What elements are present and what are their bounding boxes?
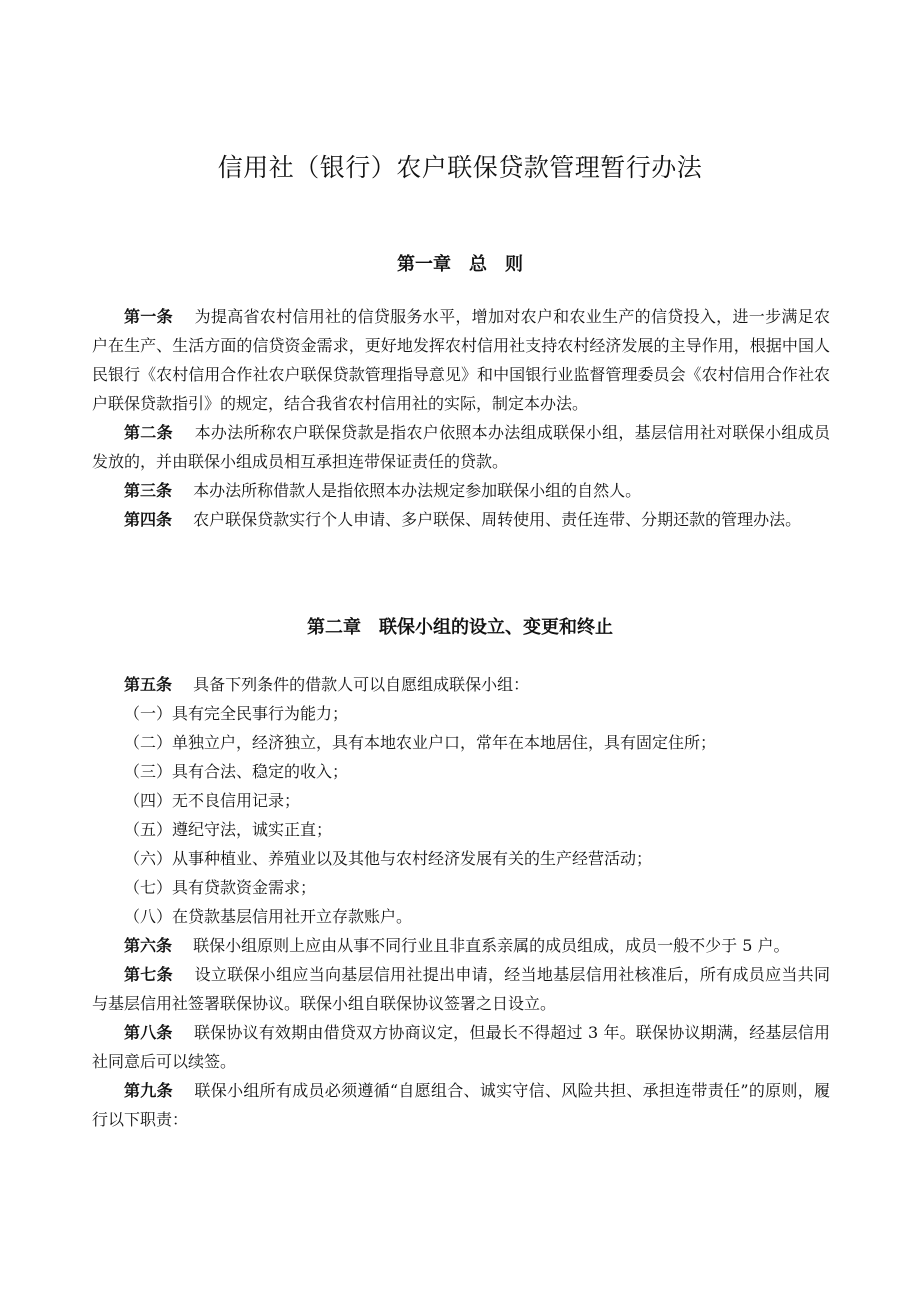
condition-item: （二）单独立户，经济独立，具有本地农业户口，常年在本地居住，具有固定住所； [124, 733, 717, 752]
document-title: 信用社（银行）农户联保贷款管理暂行办法 [217, 153, 703, 182]
article-number: 第一条 [124, 307, 173, 326]
article-number: 第九条 [124, 1081, 173, 1100]
article-text: 本办法所称农户联保贷款是指农户依照本办法组成联保小组，基层信用社对联保小组成员发放的，并由联保小组成员相互承担连带保证责任的贷款。 [92, 423, 830, 471]
article-1 [92, 302, 830, 418]
article-text: 联保协议有效期由借贷双方协商议定，但最长不得超过 3 年。联保协议期满，经基层信用社同意后可以续签。 [92, 1023, 830, 1071]
chapter-1-body [92, 302, 830, 534]
article-number: 第五条 [124, 675, 173, 694]
condition-item: （七）具有贷款资金需求； [124, 878, 317, 897]
article-text: 具备下列条件的借款人可以自愿组成联保小组： [193, 675, 530, 694]
chapter-1-heading: 第一章 总 则 [397, 254, 523, 275]
condition-item: （三）具有合法、稳定的收入； [124, 762, 349, 781]
article-number: 第二条 [124, 423, 173, 442]
article-number: 第三条 [124, 481, 173, 500]
article-text: 农户联保贷款实行个人申请、多户联保、周转使用、责任连带、分期还款的管理办法。 [193, 510, 802, 529]
article-text: 为提高省农村信用社的信贷服务水平，增加对农户和农业生产的信贷投入，进一步满足农户在生产、生活方面的信贷资金需求，更好地发挥农村信用社支持农村经济发展的主导作用，根据中国人民银行《农村信用合作社农户联保贷款管理指导意见》和中国银行业监督管理委员会《农村信用合作社农户联保贷款指引》的规定，结合我省农村信用社的实际，制定本办法。 [92, 307, 830, 413]
article-number: 第四条 [124, 510, 173, 529]
article-9 [92, 1076, 830, 1134]
article-4 [92, 505, 830, 534]
article-text: 联保小组原则上应由从事不同行业且非直系亲属的成员组成，成员一般不少于 5 户。 [193, 936, 790, 955]
article-number: 第六条 [124, 936, 173, 955]
condition-item: （六）从事种植业、养殖业以及其他与农村经济发展有关的生产经营活动； [124, 849, 653, 868]
article-2 [92, 418, 830, 476]
condition-item: （八）在贷款基层信用社开立存款账户。 [124, 907, 413, 926]
condition-item: （一）具有完全民事行为能力； [124, 704, 349, 723]
condition-item: （四）无不良信用记录； [124, 791, 301, 810]
article-7 [92, 960, 830, 1018]
article-number: 第七条 [124, 965, 173, 984]
article-5 [92, 670, 830, 699]
article-6 [92, 931, 830, 960]
chapter-2-body [92, 670, 830, 1134]
article-3 [92, 476, 830, 505]
article-text: 联保小组所有成员必须遵循“自愿组合、诚实守信、风险共担、承担连带责任”的原则，履行以下职责： [92, 1081, 830, 1129]
article-text: 本办法所称借款人是指依照本办法规定参加联保小组的自然人。 [193, 481, 642, 500]
chapter-2-heading: 第二章 联保小组的设立、变更和终止 [307, 617, 613, 638]
article-text: 设立联保小组应当向基层信用社提出申请，经当地基层信用社核准后，所有成员应当共同与基层信用社签署联保协议。联保小组自联保协议签署之日设立。 [92, 965, 830, 1013]
article-number: 第八条 [124, 1023, 173, 1042]
condition-item: （五）遵纪守法，诚实正直； [124, 820, 333, 839]
article-8 [92, 1018, 830, 1076]
